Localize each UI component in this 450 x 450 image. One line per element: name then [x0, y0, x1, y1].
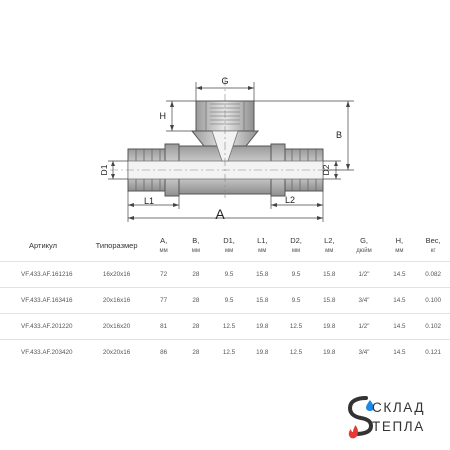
cell-d1: 9.5	[213, 288, 246, 314]
cell-l2: 15.8	[313, 288, 346, 314]
flame-icon	[349, 425, 358, 438]
header-weight: Вес, кг	[425, 236, 441, 254]
spec-table	[0, 231, 450, 365]
cell-size: 20x16x16	[85, 288, 148, 314]
header-d1: D1, мм	[223, 236, 235, 254]
cell-article: VF.433.AF.203420	[0, 340, 85, 366]
label-h: H	[159, 111, 166, 121]
cell-h: 14.5	[382, 340, 416, 366]
cell-g: 3/4"	[346, 340, 383, 366]
cell-l1: 15.8	[245, 288, 279, 314]
label-g: G	[221, 76, 229, 86]
cell-g: 3/4"	[346, 288, 383, 314]
cell-d1: 12.5	[213, 340, 246, 366]
cell-size: 16x20x16	[85, 262, 148, 288]
cell-l2: 15.8	[313, 262, 346, 288]
cell-d2: 9.5	[279, 262, 313, 288]
cell-article: VF.433.AF.163416	[0, 288, 85, 314]
cell-l1: 15.8	[245, 262, 279, 288]
tee-body	[128, 101, 323, 196]
label-l1: L1	[143, 196, 155, 206]
header-size: Типоразмер	[95, 241, 138, 250]
header-l1: L1, мм	[257, 236, 268, 254]
label-a: A	[215, 206, 225, 222]
label-b: B	[335, 130, 343, 140]
cell-b: 28	[179, 314, 213, 340]
spec-table-wrapper	[0, 231, 450, 365]
logo-line1: СКЛАД	[372, 400, 426, 415]
table-row	[0, 288, 450, 314]
cell-h: 14.5	[382, 262, 416, 288]
header-b: B, мм	[191, 236, 200, 254]
cell-size: 20x16x20	[85, 314, 148, 340]
table-row	[0, 262, 450, 288]
cell-h: 14.5	[382, 314, 416, 340]
label-d2: D2	[321, 164, 331, 176]
cell-l2: 19.8	[313, 340, 346, 366]
label-d1: D1	[99, 164, 109, 176]
cell-l2: 19.8	[313, 314, 346, 340]
cell-h: 14.5	[382, 288, 416, 314]
cell-weight: 0.102	[416, 314, 450, 340]
cell-weight: 0.121	[416, 340, 450, 366]
table-row	[0, 340, 450, 366]
cell-l1: 19.8	[245, 314, 279, 340]
header-article: Артикул	[29, 241, 57, 250]
label-l2: L2	[284, 195, 296, 205]
cell-d2: 12.5	[279, 340, 313, 366]
cell-d1: 12.5	[213, 314, 246, 340]
header-h: H, мм	[395, 236, 404, 254]
cell-a: 72	[148, 262, 179, 288]
header-g: G, дюйм	[356, 236, 372, 254]
cell-article: VF.433.AF.161216	[0, 262, 85, 288]
header-a: A, мм	[159, 236, 168, 254]
cell-b: 28	[179, 262, 213, 288]
cell-weight: 0.100	[416, 288, 450, 314]
cell-g: 1/2"	[346, 314, 383, 340]
cell-g: 1/2"	[346, 262, 383, 288]
cell-b: 28	[179, 340, 213, 366]
cell-weight: 0.082	[416, 262, 450, 288]
cell-a: 86	[148, 340, 179, 366]
cell-l1: 19.8	[245, 340, 279, 366]
cell-d2: 9.5	[279, 288, 313, 314]
cell-a: 77	[148, 288, 179, 314]
cell-article: VF.433.AF.201220	[0, 314, 85, 340]
cell-b: 28	[179, 288, 213, 314]
cell-a: 81	[148, 314, 179, 340]
table-row	[0, 314, 450, 340]
cell-d2: 12.5	[279, 314, 313, 340]
logo-line2: ТЕПЛА	[372, 419, 425, 434]
header-d2: D2, мм	[290, 236, 302, 254]
cell-d1: 9.5	[213, 262, 246, 288]
cell-size: 20x20x16	[85, 340, 148, 366]
table-header-row	[0, 231, 450, 262]
header-l2: L2, мм	[324, 236, 335, 254]
